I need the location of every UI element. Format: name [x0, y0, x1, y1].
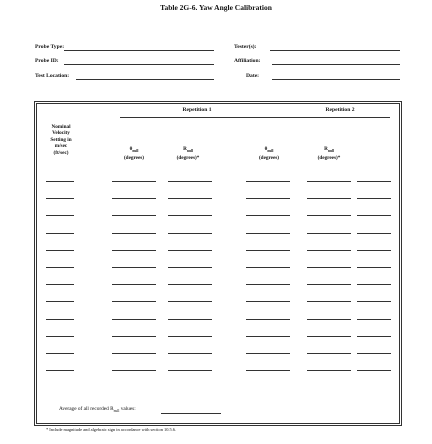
entry-blank-r3-c6[interactable] — [357, 215, 391, 216]
entry-blank-r9-c6[interactable] — [357, 319, 391, 320]
rep1-r-column-header: $R_{null}$ (degrees)* — [176, 146, 200, 161]
entry-blank-r8-c5[interactable] — [307, 301, 351, 302]
entry-blank-r1-c1[interactable] — [46, 181, 74, 182]
entry-blank-r1-c5[interactable] — [307, 181, 351, 182]
entry-blank-r2-c6[interactable] — [357, 198, 391, 199]
entry-blank-r12-c1[interactable] — [46, 370, 74, 371]
date-field[interactable] — [272, 79, 400, 80]
test-location-label: Test Location: — [35, 73, 70, 79]
entry-blank-r8-c1[interactable] — [46, 301, 74, 302]
testers-field[interactable] — [270, 50, 400, 51]
test-location-field[interactable] — [76, 79, 214, 80]
date-label: Date: — [246, 73, 260, 79]
velocity-setting-header: Nominal Velocity Setting in m/sec (ft/sec) — [50, 124, 72, 156]
entry-blank-r4-c3[interactable] — [168, 233, 212, 234]
rep1-theta-column-header: $\theta_{null}$ (degrees) — [123, 146, 145, 161]
entry-blank-r10-c1[interactable] — [46, 336, 74, 337]
entry-blank-r11-c6[interactable] — [357, 353, 391, 354]
entry-blank-r6-c5[interactable] — [307, 267, 351, 268]
entry-blank-r5-c4[interactable] — [246, 250, 290, 251]
entry-blank-r7-c3[interactable] — [168, 284, 212, 285]
entry-blank-r6-c1[interactable] — [46, 267, 74, 268]
entry-blank-r10-c5[interactable] — [307, 336, 351, 337]
entry-blank-r5-c5[interactable] — [307, 250, 351, 251]
entry-blank-r8-c6[interactable] — [357, 301, 391, 302]
entry-blank-r4-c4[interactable] — [246, 233, 290, 234]
entry-blank-r4-c6[interactable] — [357, 233, 391, 234]
header-rule — [120, 117, 390, 118]
entry-blank-r11-c2[interactable] — [112, 353, 156, 354]
entry-blank-r3-c1[interactable] — [46, 215, 74, 216]
entry-blank-r9-c5[interactable] — [307, 319, 351, 320]
entry-blank-r5-c6[interactable] — [357, 250, 391, 251]
probe-id-label: Probe ID: — [35, 58, 59, 64]
entry-blank-r7-c4[interactable] — [246, 284, 290, 285]
entry-blank-r5-c2[interactable] — [112, 250, 156, 251]
entry-blank-r7-c5[interactable] — [307, 284, 351, 285]
repetition-1-header: Repetition 1 — [182, 107, 212, 113]
entry-blank-r10-c2[interactable] — [112, 336, 156, 337]
entry-blank-r8-c3[interactable] — [168, 301, 212, 302]
entry-blank-r3-c2[interactable] — [112, 215, 156, 216]
entry-blank-r12-c3[interactable] — [168, 370, 212, 371]
entry-blank-r1-c2[interactable] — [112, 181, 156, 182]
entry-blank-r4-c1[interactable] — [46, 233, 74, 234]
entry-blank-r2-c3[interactable] — [168, 198, 212, 199]
probe-type-label: Probe Type: — [35, 44, 65, 50]
entry-blank-r2-c5[interactable] — [307, 198, 351, 199]
entry-blank-r7-c6[interactable] — [357, 284, 391, 285]
average-value-field[interactable] — [161, 413, 221, 414]
entry-blank-r1-c6[interactable] — [357, 181, 391, 182]
entry-blank-r12-c6[interactable] — [357, 370, 391, 371]
entry-blank-r6-c6[interactable] — [357, 267, 391, 268]
average-label: Average of all recorded $R_{null}$ values: — [59, 406, 136, 414]
entry-blank-r8-c2[interactable] — [112, 301, 156, 302]
entry-blank-r7-c2[interactable] — [112, 284, 156, 285]
affiliation-field[interactable] — [272, 64, 400, 65]
entry-blank-r9-c1[interactable] — [46, 319, 74, 320]
entry-blank-r1-c4[interactable] — [246, 181, 290, 182]
entry-blank-r6-c3[interactable] — [168, 267, 212, 268]
entry-blank-r6-c4[interactable] — [246, 267, 290, 268]
entry-blank-r7-c1[interactable] — [46, 284, 74, 285]
entry-blank-r5-c1[interactable] — [46, 250, 74, 251]
entry-blank-r2-c1[interactable] — [46, 198, 74, 199]
entry-blank-r9-c3[interactable] — [168, 319, 212, 320]
footnote: * Include magnitude and algebraic sign in accordance with section 10.5.6. — [46, 427, 177, 432]
entry-blank-r9-c4[interactable] — [246, 319, 290, 320]
entry-blank-r5-c3[interactable] — [168, 250, 212, 251]
affiliation-label: Affiliation: — [234, 58, 261, 64]
entry-blank-r4-c2[interactable] — [112, 233, 156, 234]
entry-blank-r11-c3[interactable] — [168, 353, 212, 354]
entry-blank-r2-c2[interactable] — [112, 198, 156, 199]
testers-label: Tester(s): — [234, 44, 257, 50]
entry-blank-r6-c2[interactable] — [112, 267, 156, 268]
entry-blank-r12-c2[interactable] — [112, 370, 156, 371]
entry-blank-r3-c4[interactable] — [246, 215, 290, 216]
rep2-r-column-header: $R_{null}$ (degrees)* — [317, 146, 341, 161]
entry-blank-r1-c3[interactable] — [168, 181, 212, 182]
entry-blank-r3-c3[interactable] — [168, 215, 212, 216]
entry-blank-r11-c5[interactable] — [307, 353, 351, 354]
entry-blank-r4-c5[interactable] — [307, 233, 351, 234]
rep2-theta-column-header: $\theta_{null}$ (degrees) — [258, 146, 280, 161]
entry-blank-r11-c1[interactable] — [46, 353, 74, 354]
entry-blank-r12-c4[interactable] — [246, 370, 290, 371]
repetition-2-header: Repetition 2 — [325, 107, 355, 113]
entry-blank-r10-c3[interactable] — [168, 336, 212, 337]
table-title: Table 2G-6. Yaw Angle Calibration — [160, 3, 272, 12]
entry-blank-r10-c4[interactable] — [246, 336, 290, 337]
entry-blank-r10-c6[interactable] — [357, 336, 391, 337]
probe-type-field[interactable] — [64, 50, 214, 51]
entry-blank-r8-c4[interactable] — [246, 301, 290, 302]
entry-blank-r3-c5[interactable] — [307, 215, 351, 216]
entry-blank-r9-c2[interactable] — [112, 319, 156, 320]
entry-blank-r2-c4[interactable] — [246, 198, 290, 199]
entry-blank-r11-c4[interactable] — [246, 353, 290, 354]
probe-id-field[interactable] — [64, 64, 214, 65]
entry-blank-r12-c5[interactable] — [307, 370, 351, 371]
